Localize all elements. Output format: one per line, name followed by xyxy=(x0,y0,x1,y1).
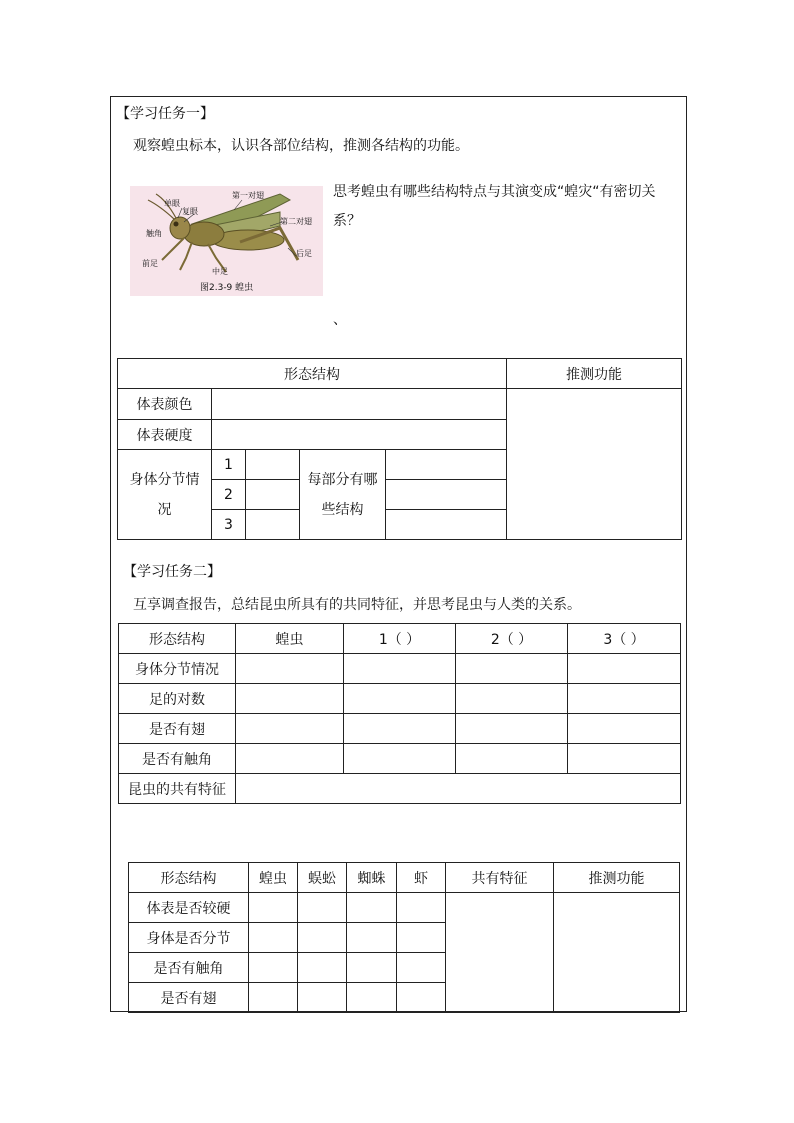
table-cell[interactable] xyxy=(344,744,456,774)
table-cell[interactable] xyxy=(236,654,344,684)
cell-common-features[interactable] xyxy=(446,893,554,1013)
table-cell[interactable] xyxy=(249,923,298,953)
row-label-segments: 身体分节情况 xyxy=(119,654,236,684)
header-shrimp: 虾 xyxy=(397,863,446,893)
figure-label-first-wings: 第一对翅 xyxy=(232,191,264,200)
parts-label: 每部分有哪 些结构 xyxy=(300,450,386,540)
table-cell[interactable] xyxy=(298,893,347,923)
header-function: 推测功能 xyxy=(507,359,682,389)
figure-label-second-wings: 第二对翅 xyxy=(280,217,312,226)
row-label-hard-surface: 体表是否较硬 xyxy=(129,893,249,923)
table-cell[interactable] xyxy=(347,923,397,953)
task2-instruction: 互享调查报告，总结昆虫所具有的共同特征，并思考昆虫与人类的关系。 xyxy=(133,597,581,613)
row-label-antennae: 是否有触角 xyxy=(119,744,236,774)
task1-instruction: 观察蝗虫标本，认识各部位结构，推测各结构的功能。 xyxy=(133,138,469,154)
header-structure: 形态结构 xyxy=(118,359,507,389)
figure-label-compound-eye: 复眼 xyxy=(182,207,198,216)
table-cell[interactable] xyxy=(456,654,568,684)
table-cell[interactable] xyxy=(236,714,344,744)
header-centipede: 蜈蚣 xyxy=(298,863,347,893)
header-insect-2: 2（ ） xyxy=(456,624,568,654)
table-cell[interactable] xyxy=(397,983,446,1013)
task2-heading: 【学习任务二】 xyxy=(123,564,221,580)
segment-cell[interactable] xyxy=(246,510,300,540)
task1-mark: 、 xyxy=(333,312,347,328)
table-cell[interactable] xyxy=(249,953,298,983)
cell-function[interactable] xyxy=(507,389,682,540)
table-cell[interactable] xyxy=(568,744,681,774)
parts-cell[interactable] xyxy=(386,480,507,510)
segment-number: 2 xyxy=(212,480,246,510)
table-cell[interactable] xyxy=(249,983,298,1013)
header-insect-3: 3（ ） xyxy=(568,624,681,654)
figure-label-midleg: 中足 xyxy=(212,267,228,276)
header-spider: 蜘蛛 xyxy=(347,863,397,893)
header-common-features: 共有特征 xyxy=(446,863,554,893)
cell-common-features[interactable] xyxy=(236,774,681,804)
table-cell[interactable] xyxy=(568,684,681,714)
task1-question-line2: 系？ xyxy=(333,213,361,229)
task1-question-line1: 思考蝗虫有哪些结构特点与其演变成“蝗灾“有密切关 xyxy=(333,184,656,200)
table-cell[interactable] xyxy=(456,684,568,714)
table-cell[interactable] xyxy=(347,893,397,923)
segment-number: 3 xyxy=(212,510,246,540)
table-cell[interactable] xyxy=(298,953,347,983)
grasshopper-figure xyxy=(130,186,323,296)
row-label-segmented: 身体是否分节 xyxy=(129,923,249,953)
comparison-table xyxy=(128,862,680,1013)
segment-cell[interactable] xyxy=(246,480,300,510)
figure-label-ocellus: 单眼 xyxy=(164,199,180,208)
row-label-common: 昆虫的共有特征 xyxy=(119,774,236,804)
header-insect-1: 1（ ） xyxy=(344,624,456,654)
row-label-wings: 是否有翅 xyxy=(119,714,236,744)
figure-label-foreleg: 前足 xyxy=(142,259,158,268)
row-label-hardness: 体表硬度 xyxy=(118,420,212,450)
task2-table xyxy=(118,623,681,804)
header-locust: 蝗虫 xyxy=(249,863,298,893)
task1-heading: 【学习任务一】 xyxy=(116,106,214,122)
task1-table xyxy=(117,358,682,540)
table-cell[interactable] xyxy=(568,714,681,744)
row-label-wings: 是否有翅 xyxy=(129,983,249,1013)
header-structure: 形态结构 xyxy=(119,624,236,654)
table-cell[interactable] xyxy=(568,654,681,684)
table-cell[interactable] xyxy=(344,684,456,714)
table-cell[interactable] xyxy=(456,744,568,774)
row-label-color: 体表颜色 xyxy=(118,389,212,420)
table-cell[interactable] xyxy=(344,654,456,684)
table-cell[interactable] xyxy=(236,684,344,714)
header-structure: 形态结构 xyxy=(129,863,249,893)
row-label-segments: 身体分节情 况 xyxy=(118,450,212,540)
table-cell[interactable] xyxy=(249,893,298,923)
figure-label-antenna: 触角 xyxy=(146,229,162,238)
table-cell[interactable] xyxy=(347,953,397,983)
table-cell[interactable] xyxy=(456,714,568,744)
table-cell[interactable] xyxy=(397,923,446,953)
table-cell[interactable] xyxy=(236,744,344,774)
table-cell[interactable] xyxy=(347,983,397,1013)
table-cell[interactable] xyxy=(298,923,347,953)
segment-cell[interactable] xyxy=(246,450,300,480)
cell-color[interactable] xyxy=(212,389,507,420)
table-cell[interactable] xyxy=(344,714,456,744)
row-label-leg-pairs: 足的对数 xyxy=(119,684,236,714)
cell-function[interactable] xyxy=(554,893,680,1013)
table-cell[interactable] xyxy=(397,953,446,983)
table-cell[interactable] xyxy=(397,893,446,923)
segment-number: 1 xyxy=(212,450,246,480)
row-label-antennae: 是否有触角 xyxy=(129,953,249,983)
parts-cell[interactable] xyxy=(386,510,507,540)
header-function: 推测功能 xyxy=(554,863,680,893)
figure-caption: 图2.3-9 蝗虫 xyxy=(200,283,254,293)
cell-hardness[interactable] xyxy=(212,420,507,450)
parts-cell[interactable] xyxy=(386,450,507,480)
header-locust: 蝗虫 xyxy=(236,624,344,654)
figure-label-hind-leg: 后足 xyxy=(296,249,312,258)
table-cell[interactable] xyxy=(298,983,347,1013)
